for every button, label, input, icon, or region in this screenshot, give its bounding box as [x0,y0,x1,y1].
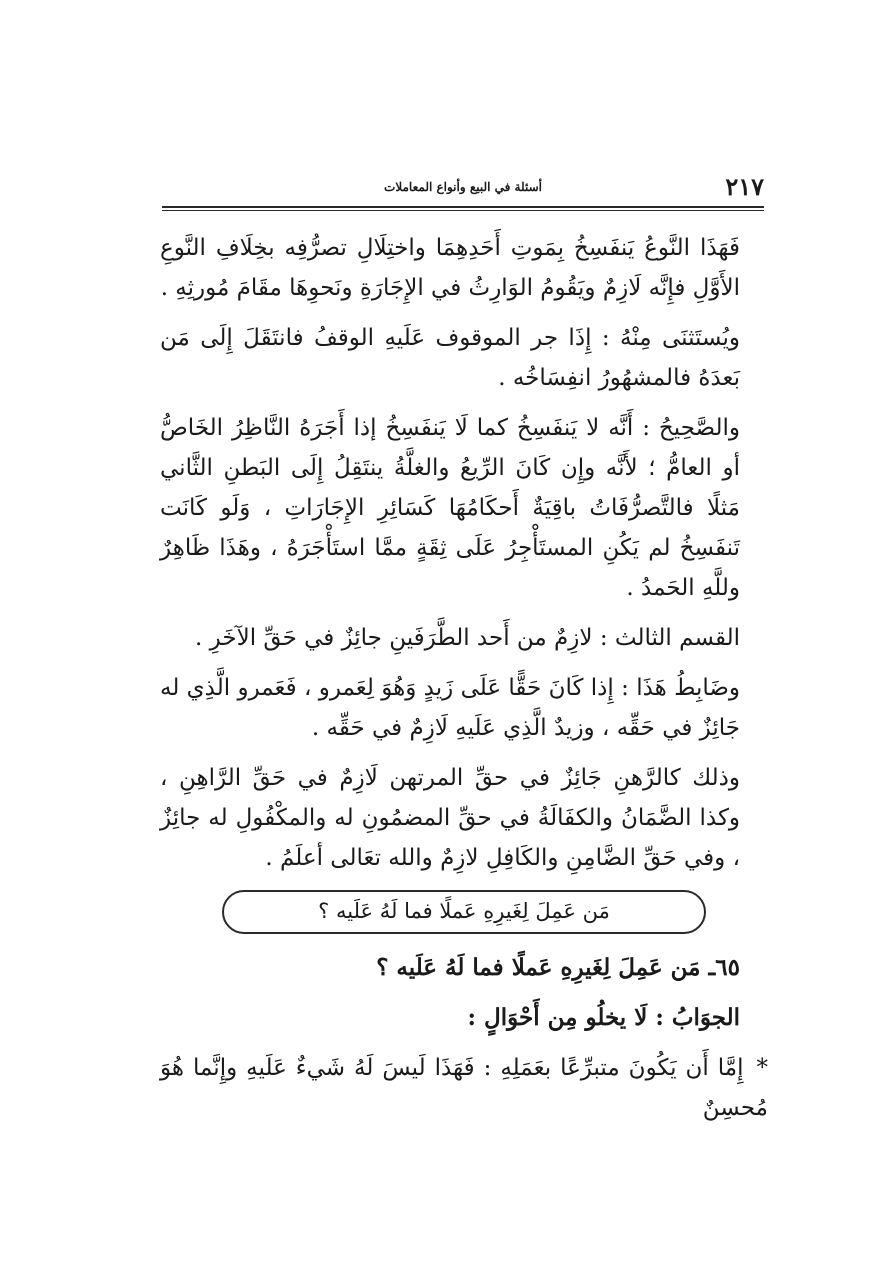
paragraph-1: فَهَذَا النَّوعُ يَنفَسِخُ بِمَوتِ أَحَدِهِمَا واختِلَالِ تصرُّفِه بخِلَافِ النَّوعِ الأَوَّلِ فإِنَّه لَازِمٌ ويَقُومُ الوَارِثُ في الإِجَارَةِ ونَحوِهَا مقَامَ مُورثِهِ . [160,235,740,301]
page-body [160,228,768,1138]
bullet-text: إِمَّا أَن يَكُونَ متبرِّعًا بعَمَلِهِ : فَهَذَا لَيسَ لَهُ شَيءٌ عَلَيهِ وإِنَّما هُوَ مُحسِنٌ [160,1055,768,1121]
answer-intro: الجوَابُ : لَا يخلُو مِن أَحْوَالٍ : [467,1004,740,1031]
bullet-symbol: * [756,1055,768,1081]
paragraph-3: والصَّحِيحُ : أَنَّه لا يَنفَسِخُ كما لَا يَنفَسِخُ إذا أَجَرَهُ النَّاظِرُ الخَاصُّ أو العامُّ ؛ لأَنَّه وإِن كَانَ الرِّيعُ والغلَّةُ ينتَقِلُ إِلَى البَطنِ الثَّاني مَثلًا فالتَّصرُّفَاتُ باقِيَةٌ أَحكَامُهَا كَسَائِرِ الإِجَارَاتِ ، وَلَو كَانَت تَنفَسِخُ لم يَكُنِ المستَأْجِرُ عَلَى ثِقَةٍ ممَّا استَأْجَرَهُ ، وهَذَا ظَاهِرٌ وللَّهِ الحَمدُ . [160,415,740,601]
page-header [162,170,764,208]
question-text: مَن عَمِلَ لِغَيرِهِ عَملًا فما لَهُ عَلَيه ؟ [376,954,701,981]
bullet-item [160,1048,768,1128]
page-number: ٢١٧ [725,172,764,201]
paragraph-4: القسم الثالث : لازِمٌ من أَحد الطَّرَفَينِ جائِزٌ في حَقِّ الآخَرِ . [195,625,740,651]
question-line [160,948,768,988]
paragraph-2: ويُستَثنَى مِنْهُ : إِذَا جر الموقوف عَلَيهِ الوقفُ فانتَقَلَ إِلَى مَن بَعدَهُ فالمشهُورُ انفِسَاخُه . [160,325,740,391]
running-title: أسئلة في البيع وأنواع المعاملات [384,180,542,194]
question-number: ٦٥ـ [708,954,740,981]
section-heading-box: مَن عَمِلَ لِغَيرِهِ عَملًا فما لَهُ عَلَيه ؟ [222,890,706,934]
paragraph-6: وذلك كالرَّهنِ جَائِزٌ في حقِّ المرتهن لَازِمٌ في حَقِّ الرَّاهِنِ ، وكذا الضَّمَانُ والكفَالَةُ في حقِّ المضمُونِ له والمكْفُولِ له جائِزٌ ، وفي حَقِّ الضَّامِنِ والكَافِلِ لازِمٌ والله تعَالى أعلَمُ . [160,765,740,871]
paragraph-5: وضَابِطُ هَذَا : إِذا كَانَ حَقًّا عَلَى زَيدٍ وَهُوَ لِعَمرو ، فَعَمرو الَّذِي له جَائِزٌ في حَقِّه ، وزيدٌ الَّذِي عَلَيهِ لَازِمٌ في حَقِّه . [160,675,740,741]
